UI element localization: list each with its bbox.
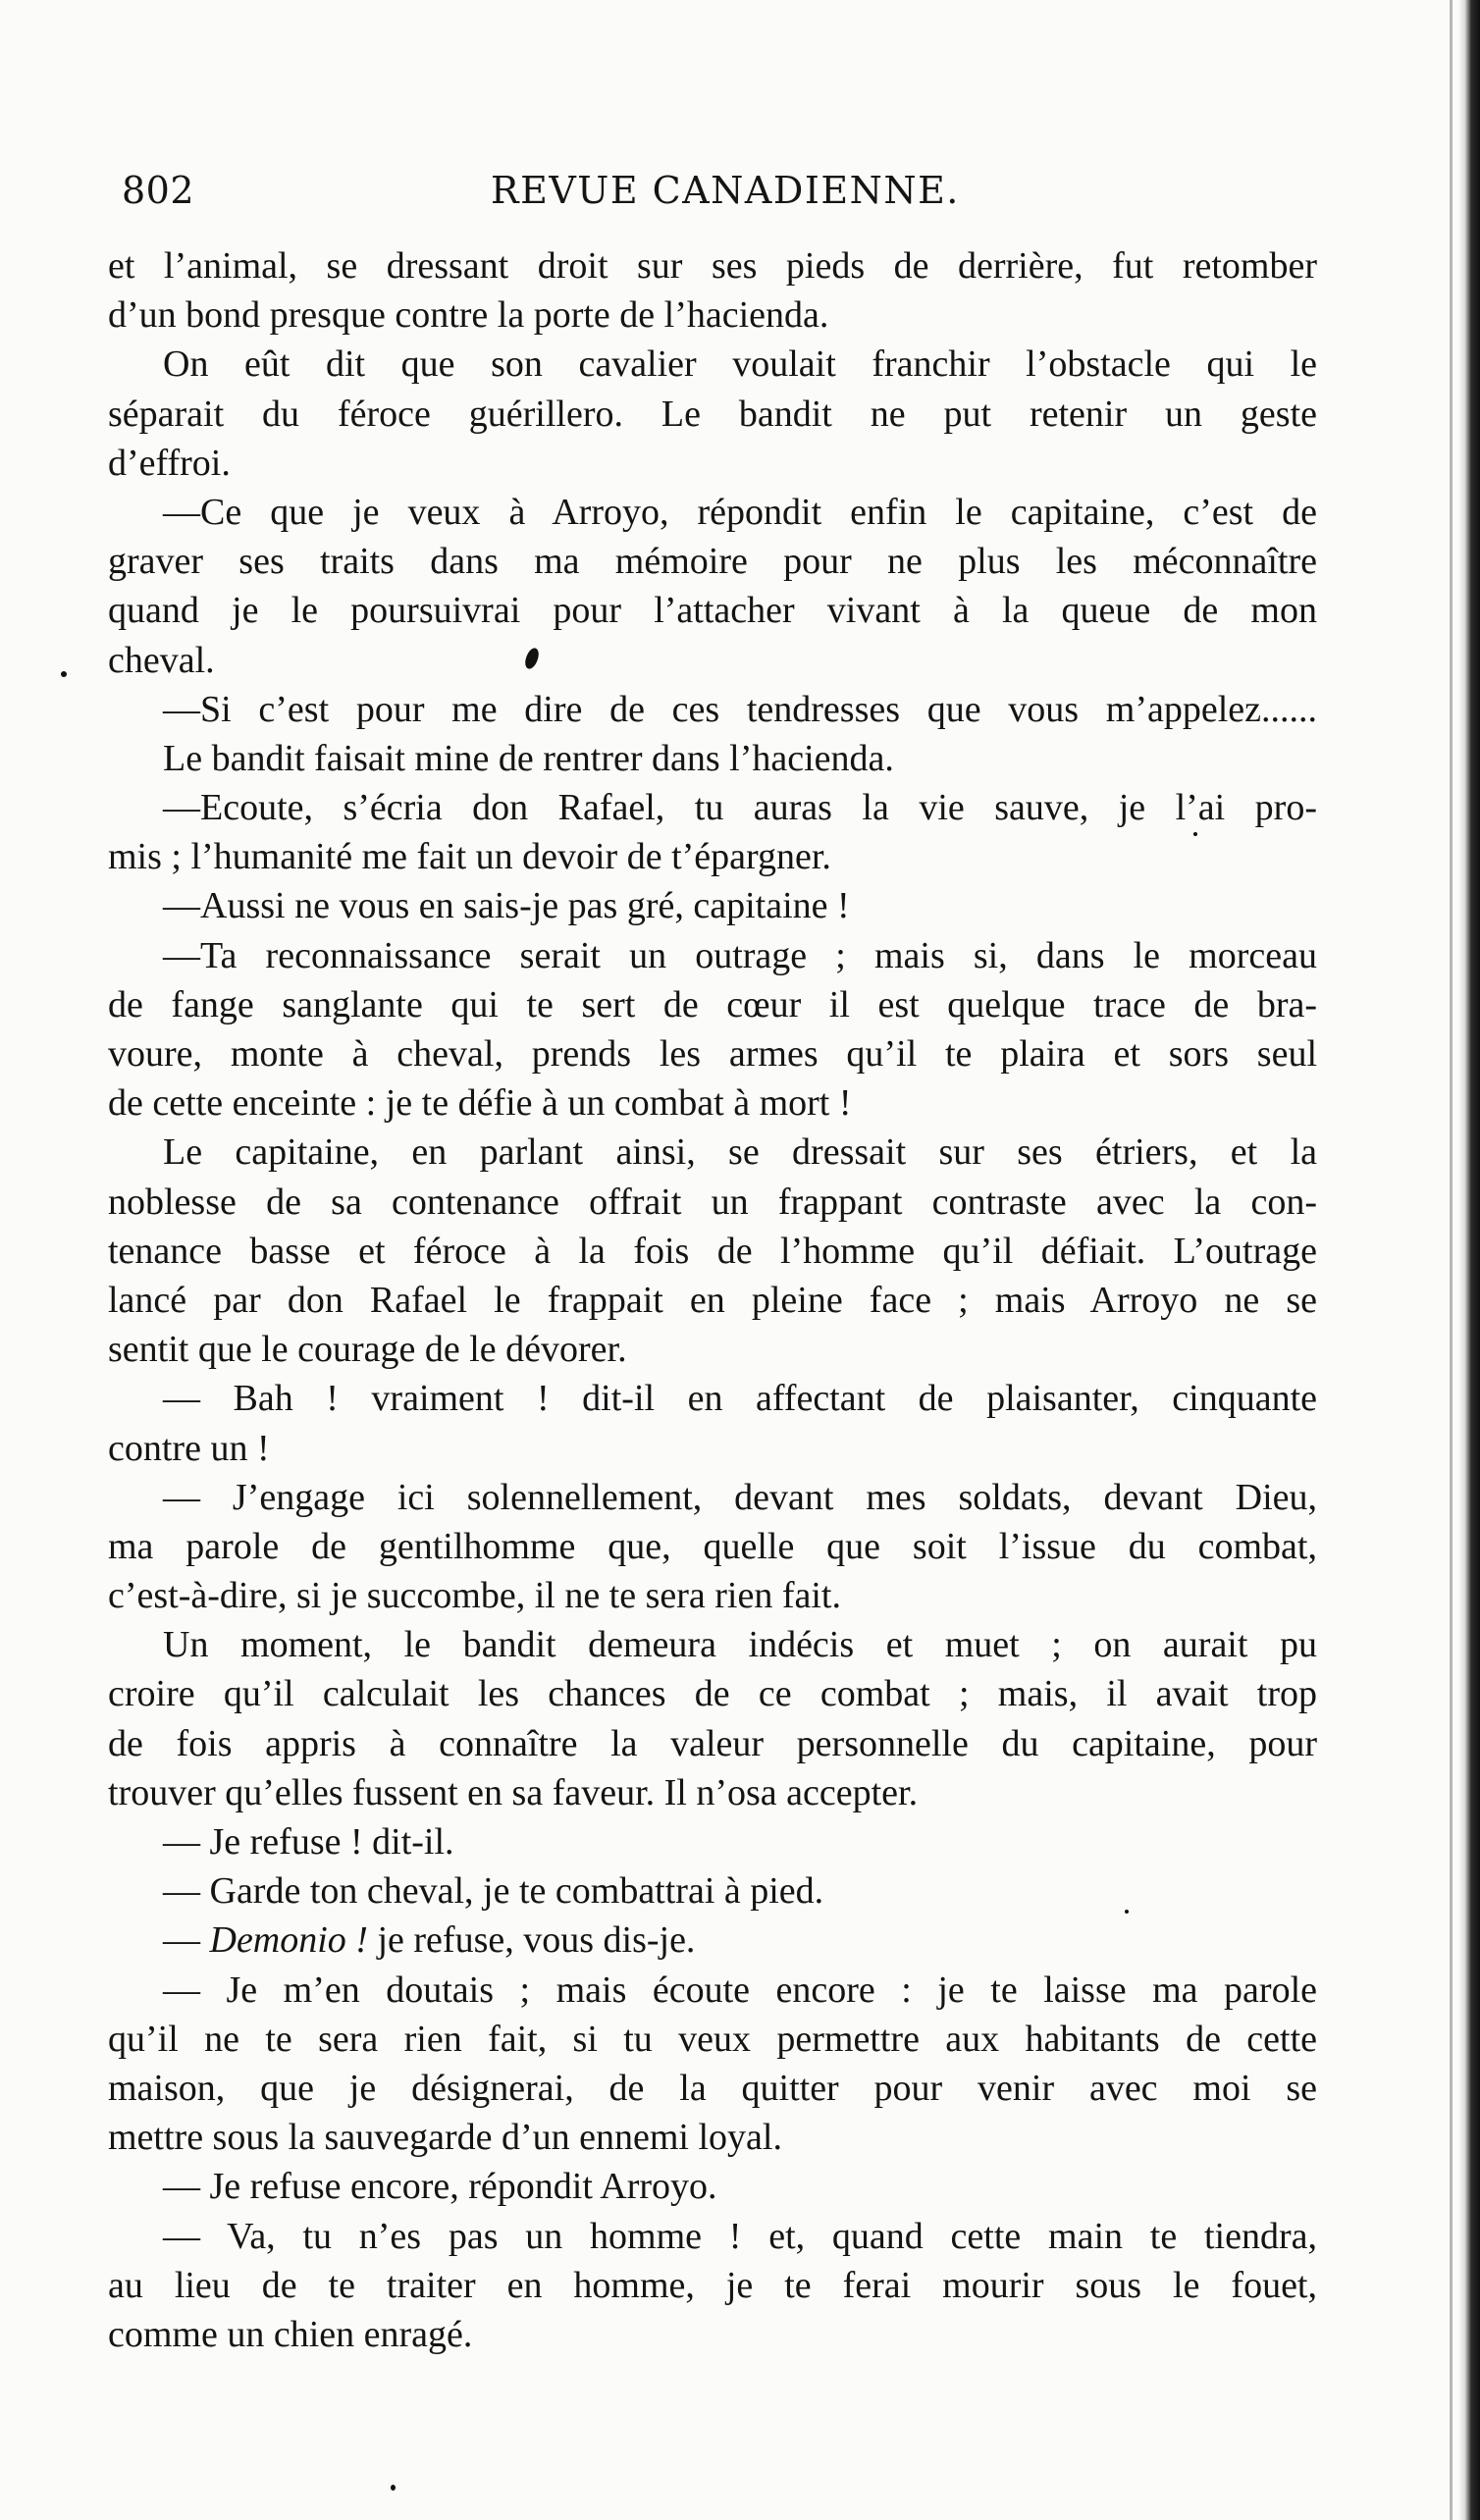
italic-word: Demonio ! bbox=[209, 1919, 368, 1962]
ink-speck bbox=[1193, 832, 1197, 836]
text-line: séparait du féroce guérillero. Le bandit ne put retenir un geste bbox=[108, 393, 1317, 435]
running-title: REVUE CANADIENNE. bbox=[491, 169, 960, 212]
text-line: Le bandit faisait mine de rentrer dans l’hacienda. bbox=[163, 737, 894, 779]
binding-shadow bbox=[1450, 0, 1453, 2520]
text-line: trouver qu’elles fussent en sa faveur. Il n’osa accepter. bbox=[108, 1771, 919, 1813]
text-line: —Ta reconnaissance serait un outrage ; mais si, dans le morceau bbox=[163, 934, 1317, 976]
body-text bbox=[108, 241, 1317, 2359]
text-line: au lieu de te traiter en homme, je te ferai mourir sous le fouet, bbox=[108, 2264, 1317, 2306]
ink-speck bbox=[1125, 1910, 1129, 1914]
text-line: — Je refuse ! dit-il. bbox=[163, 1821, 454, 1863]
text-line: lancé par don Rafael le frappait en pleine face ; mais Arroyo ne se bbox=[108, 1279, 1317, 1321]
text-line: cheval. bbox=[108, 639, 215, 681]
text-line: — Je m’en doutais ; mais écoute encore : je te laisse ma parole bbox=[163, 1969, 1317, 2011]
text-line: —Ce que je veux à Arroyo, répondit enfin le capitaine, c’est de bbox=[163, 491, 1317, 533]
text-line: mis ; l’humanité me fait un devoir de t’épargner. bbox=[108, 836, 831, 878]
text-line: Le capitaine, en parlant ainsi, se dressait sur ses étriers, et la bbox=[163, 1131, 1317, 1174]
page-number: 802 bbox=[122, 169, 195, 212]
text-line: graver ses traits dans ma mémoire pour ne plus les méconnaître bbox=[108, 541, 1317, 583]
text-line: — Garde ton cheval, je te combattrai à pied. bbox=[163, 1870, 824, 1913]
text-line: et l’animal, se dressant droit sur ses pieds de derrière, fut retomber bbox=[108, 245, 1317, 287]
text-line: croire qu’il calculait les chances de ce combat ; mais, il avait trop bbox=[108, 1673, 1317, 1715]
text-line: qu’il ne te sera rien fait, si tu veux permettre aux habitants de cette bbox=[108, 2018, 1317, 2060]
ink-speck bbox=[61, 671, 67, 677]
text-line: de fange sanglante qui te sert de cœur il est quelque trace de bra- bbox=[108, 983, 1317, 1025]
binding-edge bbox=[1458, 0, 1480, 2520]
text-line: d’effroi. bbox=[108, 442, 231, 484]
text-line: d’un bond presque contre la porte de l’hacienda. bbox=[108, 294, 829, 337]
text-line: — Je refuse encore, répondit Arroyo. bbox=[163, 2166, 717, 2208]
text-line: mettre sous la sauvegarde d’un ennemi loyal. bbox=[108, 2117, 782, 2159]
text-line: contre un ! bbox=[108, 1427, 270, 1469]
text-line: comme un chien enragé. bbox=[108, 2313, 473, 2355]
text-line: —Si c’est pour me dire de ces tendresses que vous m’appelez...... bbox=[163, 688, 1317, 730]
text-line: de fois appris à connaître la valeur personnelle du capitaine, pour bbox=[108, 1722, 1317, 1764]
page-header bbox=[122, 169, 1329, 220]
text-line: noblesse de sa contenance offrait un frappant contraste avec la con- bbox=[108, 1181, 1317, 1223]
text-line: — J’engage ici solennellement, devant mes soldats, devant Dieu, bbox=[163, 1476, 1317, 1518]
text-line: —Aussi ne vous en sais-je pas gré, capitaine ! bbox=[163, 885, 850, 927]
text-line: quand je le poursuivrai pour l’attacher vivant à la queue de mon bbox=[108, 590, 1317, 632]
text-line: Un moment, le bandit demeura indécis et muet ; on aurait pu bbox=[163, 1624, 1317, 1666]
text-line: maison, que je désignerai, de la quitter pour venir avec moi se bbox=[108, 2067, 1317, 2109]
text-line: — Demonio ! je refuse, vous dis-je. bbox=[163, 1919, 696, 1962]
text-line: de cette enceinte : je te défie à un combat à mort ! bbox=[108, 1082, 852, 1125]
text-line: On eût dit que son cavalier voulait franchir l’obstacle qui le bbox=[163, 343, 1317, 386]
text-line: —Ecoute, s’écria don Rafael, tu auras la vie sauve, je l’ai pro- bbox=[163, 787, 1317, 829]
text-line: sentit que le courage de le dévorer. bbox=[108, 1329, 627, 1371]
text-line: ma parole de gentilhomme que, quelle que soit l’issue du combat, bbox=[108, 1525, 1317, 1567]
text-line: voure, monte à cheval, prends les armes qu’il te plaira et sors seul bbox=[108, 1033, 1317, 1075]
text-line: — Va, tu n’es pas un homme ! et, quand cette main te tiendra, bbox=[163, 2215, 1317, 2257]
ink-speck bbox=[391, 2485, 396, 2491]
text-line: tenance basse et féroce à la fois de l’homme qu’il défiait. L’outrage bbox=[108, 1230, 1317, 1272]
text-line: c’est-à-dire, si je succombe, il ne te sera rien fait. bbox=[108, 1575, 841, 1617]
text-line: — Bah ! vraiment ! dit-il en affectant de plaisanter, cinquante bbox=[163, 1378, 1317, 1420]
